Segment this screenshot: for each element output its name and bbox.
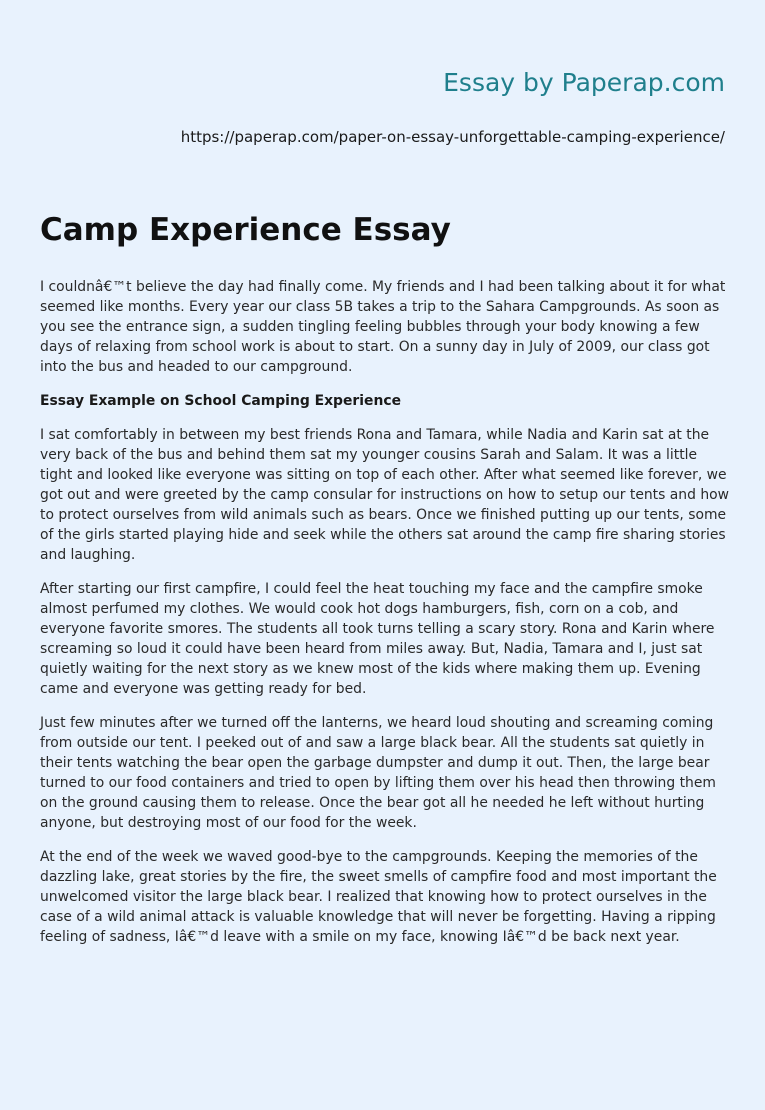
- essay-paragraph: I couldnâ€™t believe the day had finally come. My friends and I had been talking about it for what seemed like months. Every year our class 5B takes a trip to the Sahara Campgrounds. As soon as you see the entrance sign, a sudden tingling feeling bubbles through your body knowing a few days of relaxing from school work is about to start. On a sunny day in July of 2009, our class got into the bus and headed to our campground.: [40, 279, 726, 375]
- essay-paragraph: At the end of the week we waved good-bye to the campgrounds. Keeping the memories of the dazzling lake, great stories by the fire, the sweet smells of campfire food and most important the unwelcomed visitor the large black bear. I realized that knowing how to protect ourselves in the case of a wild animal attack is valuable knowledge that will never be forgetting. Having a ripping feeling of sadness, Iâ€™d leave with a smile on my face, knowing Iâ€™d be back next year.: [40, 849, 717, 945]
- essay-paragraph: I sat comfortably in between my best friends Rona and Tamara, while Nadia and Karin sat at the very back of the bus and behind them sat my younger cousins Sarah and Salam. It was a little tight and looked like everyone was sitting on top of each other. After what seemed like forever, we got out and were greeted by the camp consular for instructions on how to setup our tents and how to protect ourselves from wild animals such as bears. Once we finished putting up our tents, some of the girls started playing hide and seek while the others sat around the camp fire sharing stories and laughing.: [40, 427, 729, 563]
- essay-paragraph: After starting our first campfire, I could feel the heat touching my face and the campfire smoke almost perfumed my clothes. We would cook hot dogs hamburgers, fish, corn on a cob, and everyone favorite smores. The students all took turns telling a scary story. Rona and Karin where screaming so loud it could have been heard from miles away. But, Nadia, Tamara and I, just sat quietly waiting for the next story as we knew most of the kids where making them up. Evening came and everyone was getting ready for bed.: [40, 581, 715, 697]
- site-brand[interactable]: Essay by Paperap.com: [443, 68, 725, 97]
- essay-paragraph: Just few minutes after we turned off the lanterns, we heard loud shouting and screaming coming from outside our tent. I peeked out of and saw a large black bear. All the students sat quietly in their tents watching the bear open the garbage dumpster and dump it out. Then, the large bear turned to our food containers and tried to open by lifting them over his head then throwing them on the ground causing them to release. Once the bear got all he needed he left without hurting anyone, but destroying most of our food for the week.: [40, 715, 716, 831]
- essay-title: Camp Experience Essay: [40, 212, 451, 248]
- source-url[interactable]: https://paperap.com/paper-on-essay-unforgettable-camping-experience/: [180, 128, 725, 146]
- essay-body: [40, 277, 730, 961]
- essay-subheading: Essay Example on School Camping Experience: [40, 393, 402, 409]
